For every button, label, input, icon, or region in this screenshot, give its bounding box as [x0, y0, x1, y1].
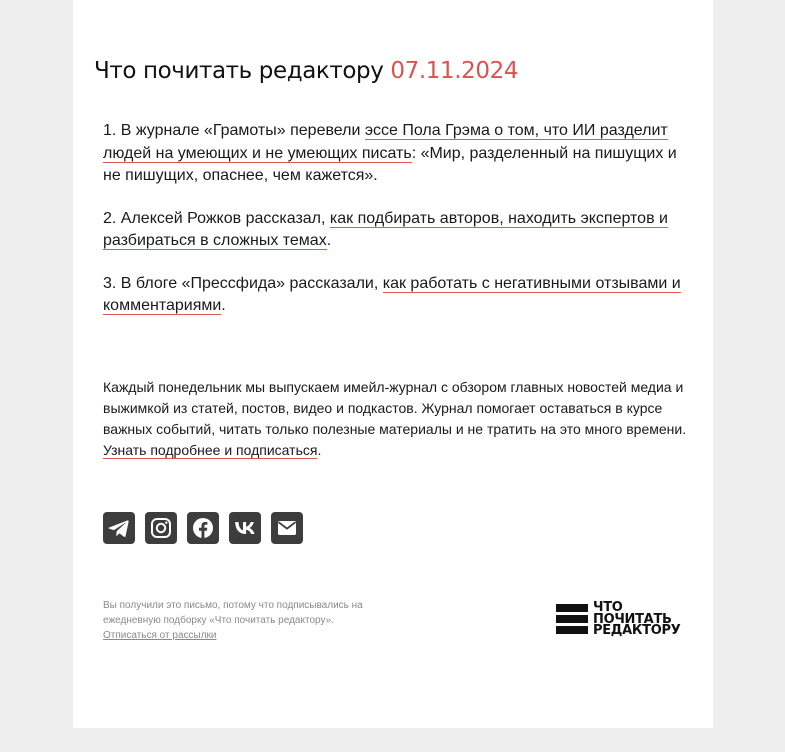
- item-text: 2. Алексей Рожков рассказал,: [103, 209, 330, 227]
- logo-line: РЕДАКТОРУ: [593, 623, 681, 638]
- footer-note-text: Вы получили это письмо, потому что подписывались на ежедневную подборку «Что почитать редактору».: [103, 600, 363, 626]
- vk-icon[interactable]: [229, 512, 261, 544]
- footer-note: [103, 598, 393, 643]
- item-text: .: [326, 232, 332, 249]
- telegram-icon[interactable]: [103, 512, 135, 544]
- item-text: 3. В блоге «Прессфида» рассказали,: [103, 274, 383, 292]
- newsletter-description: [103, 377, 688, 461]
- social-links: [103, 512, 303, 544]
- logo-line: ЧТО: [593, 600, 623, 615]
- article-link[interactable]: эссе Пола Грэма о том, что ИИ разделит людей на умеющих и не умеющих писать: [103, 122, 668, 162]
- issue-date: 07.11.2024: [390, 58, 519, 84]
- logo-bars-icon: [556, 604, 588, 634]
- list-item: [103, 120, 683, 188]
- article-link[interactable]: как работать с негативными отзывами и комментариями: [103, 274, 681, 314]
- subscribe-link[interactable]: Узнать подробнее и подписаться: [103, 442, 318, 458]
- description-text: Каждый понедельник мы выпускаем имейл-журнал с обзором главных новостей медиа и выжимкой из статей, постов, видео и подкастов. Журнал помогает оставаться в курсе важных событий, читать только полезные материалы и не тратить на это много времени.: [103, 379, 687, 437]
- description-text: .: [317, 442, 322, 458]
- logo-line: ПОЧИТАТЬ: [593, 611, 672, 627]
- email-icon[interactable]: [271, 512, 303, 544]
- instagram-icon[interactable]: [145, 512, 177, 544]
- item-text: 1. В журнале «Грамоты» перевели: [103, 122, 365, 139]
- brand-logo: [556, 602, 680, 637]
- page-title: [94, 58, 518, 84]
- list-item: [103, 273, 683, 318]
- news-list: [103, 120, 683, 338]
- item-text: .: [221, 297, 226, 314]
- email-card: [73, 0, 713, 728]
- article-link[interactable]: как подбирать авторов, находить экспертов и разбираться в сложных темах: [103, 209, 668, 249]
- facebook-icon[interactable]: [187, 512, 219, 544]
- item-text: : «Мир, разделенный на пишущих и не пишущих, опаснее, чем кажется».: [103, 144, 677, 184]
- list-item: [103, 208, 683, 253]
- title-text: Что почитать редактору: [94, 58, 384, 84]
- unsubscribe-link[interactable]: Отписаться от рассылки: [103, 630, 217, 641]
- logo-text: [593, 602, 680, 637]
